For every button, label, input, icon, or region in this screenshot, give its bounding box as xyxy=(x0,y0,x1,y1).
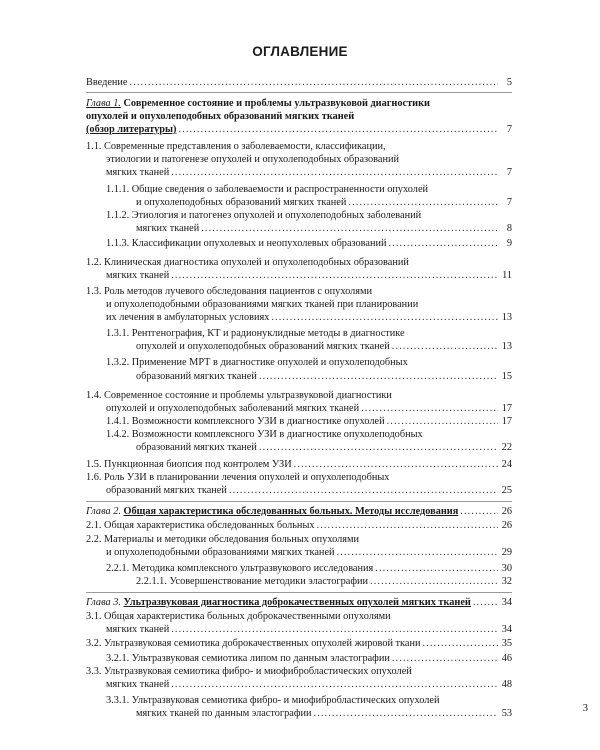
leader-dots xyxy=(361,402,498,416)
toc-entry-label: и опухолеподобными образованиями мягких тканей при планировании xyxy=(106,299,419,310)
toc-page-ref: 24 xyxy=(501,459,512,470)
toc-page-ref: 8 xyxy=(506,223,512,234)
chapter-prefix: Глава 3. xyxy=(86,597,121,608)
toc-entry-label: 1.4.2. Возможности комплексного УЗИ в диагностике опухолеподобных xyxy=(106,429,423,440)
toc-page-ref: 34 xyxy=(501,597,512,608)
toc-entry-label: 1.5. Пункционная биопсия под контролем УЗИ xyxy=(86,459,292,470)
leader-dots xyxy=(387,415,498,429)
leader-dots xyxy=(171,166,498,180)
toc-entry-label: 2.2. Материалы и методики обследования больных опухолями xyxy=(86,534,359,545)
toc-entry-label: мягких тканей xyxy=(106,624,170,635)
leader-dots xyxy=(259,370,498,384)
leader-dots xyxy=(314,707,498,721)
toc-entry-label: 3.2.1. Ультразвуковая семиотика липом по данным эластографии xyxy=(106,653,390,664)
toc-page-ref: 29 xyxy=(501,547,512,558)
toc-page-ref: 25 xyxy=(501,485,512,496)
toc-page-ref: 13 xyxy=(501,312,512,323)
toc-entry-label: этиологии и патогенезе опухолей и опухолеподобных образований xyxy=(106,154,400,165)
toc-page-ref: 32 xyxy=(501,576,512,587)
leader-dots xyxy=(370,575,498,589)
toc-page-ref: 34 xyxy=(501,624,512,635)
toc-entry-label: 2.2.1. Методика комплексного ультразвукового исследования xyxy=(106,563,374,574)
toc-page-ref: 26 xyxy=(501,520,512,531)
toc-entry-label: образований мягких тканей xyxy=(136,371,257,382)
leader-dots xyxy=(460,505,498,519)
toc-entry-label: 1.4.1. Возможности комплексного УЗИ в диагностике опухолей xyxy=(106,416,385,427)
leader-dots xyxy=(229,484,498,498)
toc-page-ref: 15 xyxy=(501,371,512,382)
leader-dots xyxy=(178,123,498,137)
toc-page-ref: 9 xyxy=(506,238,512,249)
toc-entry-label: мягких тканей по данным эластографии xyxy=(136,708,312,719)
toc-page-ref: 7 xyxy=(506,124,512,135)
toc-entry-label: 1.1. Современные представления о заболеваемости, классификации, xyxy=(86,141,386,152)
toc-page-ref: 17 xyxy=(501,416,512,427)
chapter-title-line: (обзор литературы) xyxy=(86,124,177,135)
leader-dots xyxy=(337,546,498,560)
toc-entry-label: 1.3. Роль методов лучевого обследования пациентов с опухолями xyxy=(86,286,372,297)
toc-entry-label: 3.3. Ультразвуковая семиотика фибро- и миофибробластических опухолей xyxy=(86,666,412,677)
toc-page-ref: 46 xyxy=(501,653,512,664)
leader-dots xyxy=(259,441,498,455)
toc-entry-label: 3.3.1. Ультразвуковая семиотика фибро- и миофибробластических опухолей xyxy=(106,695,440,706)
toc-page-ref: 11 xyxy=(502,270,512,281)
toc-page-ref: 53 xyxy=(501,708,512,719)
divider xyxy=(86,592,512,593)
toc-entry-label: 1.2. Клиническая диагностика опухолей и опухолеподобных образований xyxy=(86,257,409,268)
toc-page-ref: 35 xyxy=(501,638,512,649)
leader-dots xyxy=(171,269,498,283)
divider xyxy=(86,92,512,93)
toc-page-ref: 26 xyxy=(501,506,512,517)
toc-page-ref: 22 xyxy=(501,442,512,453)
divider xyxy=(86,501,512,502)
toc-entry-label: образований мягких тканей xyxy=(106,485,227,496)
toc-page-ref: 7 xyxy=(506,167,512,178)
toc-page-ref: 30 xyxy=(501,563,512,574)
chapter-title-line: Современное состояние и проблемы ультразвуковой диагностики xyxy=(123,98,430,109)
leader-dots xyxy=(271,311,498,325)
chapter-title-line: опухолей и опухолеподобных образований мягких тканей xyxy=(86,111,355,122)
leader-dots xyxy=(171,623,498,637)
leader-dots xyxy=(389,237,498,251)
leader-dots xyxy=(130,76,498,90)
toc-entry-label: и опухолеподобными образованиями мягких тканей xyxy=(106,547,335,558)
toc-entry-label: 3.2. Ультразвуковая семиотика доброкачественных опухолей жировой ткани xyxy=(86,638,421,649)
toc-page-ref: 48 xyxy=(501,679,512,690)
toc-entry-label: 1.1.1. Общие сведения о заболеваемости и распространенности опухолей xyxy=(106,184,429,195)
toc-page-ref: 17 xyxy=(501,403,512,414)
leader-dots xyxy=(473,596,498,610)
leader-dots xyxy=(375,562,498,576)
leader-dots xyxy=(392,652,498,666)
leader-dots xyxy=(392,340,498,354)
toc-entry-label: 1.3.1. Рентгенография, КТ и радионуклидные методы в диагностике xyxy=(106,328,405,339)
toc-page-ref: 5 xyxy=(506,77,512,88)
toc-page-ref: 7 xyxy=(506,197,512,208)
page-title: ОГЛАВЛЕНИЕ xyxy=(252,44,348,59)
chapter-prefix: Глава 2. xyxy=(86,506,121,517)
toc-entry-label: 1.4. Современное состояние и проблемы ультразвуковой диагностики xyxy=(86,390,392,401)
toc-entry-label: 1.1.2. Этиология и патогенез опухолей и опухолеподобных заболеваний xyxy=(106,210,422,221)
toc-entry-label: образований мягких тканей xyxy=(136,442,257,453)
toc-entry-label: их лечения в амбулаторных условиях xyxy=(106,312,270,323)
chapter-title: Общая характеристика обследованных больных. Методы исследования xyxy=(123,506,459,517)
toc-entry-label: мягких тканей xyxy=(136,223,200,234)
leader-dots xyxy=(294,458,498,472)
chapter-prefix: Глава 1. xyxy=(86,98,121,109)
leader-dots xyxy=(423,637,499,651)
leader-dots xyxy=(171,678,498,692)
toc-entry-label: Введение xyxy=(86,77,128,88)
toc-entry-label: 2.1. Общая характеристика обследованных больных xyxy=(86,520,315,531)
toc-entry-label: 1.1.3. Классификации опухолевых и неопухолевых образований xyxy=(106,238,387,249)
chapter-title: Ультразвуковая диагностика доброкачественных опухолей мягких тканей xyxy=(123,597,471,608)
toc-entry-label: опухолей и опухолеподобных образований мягких тканей xyxy=(136,341,390,352)
toc-entry-label: 1.3.2. Применение МРТ в диагностике опухолей и опухолеподобных xyxy=(106,357,408,368)
toc-entry-label: 2.2.1.1. Усовершенствование методики эластографии xyxy=(136,576,369,587)
leader-dots xyxy=(348,196,498,210)
toc-entry-label: опухолей и опухолеподобных заболеваний мягких тканей xyxy=(106,403,360,414)
page-number: 3 xyxy=(582,703,588,714)
toc-entry-label: мягких тканей xyxy=(106,270,170,281)
toc-entry-label: 1.6. Роль УЗИ в планировании лечения опухолей и опухолеподобных xyxy=(86,472,390,483)
toc-entry-label: мягких тканей xyxy=(106,679,170,690)
leader-dots xyxy=(317,519,498,533)
toc-entry-label: мягких тканей xyxy=(106,167,170,178)
leader-dots xyxy=(201,222,498,236)
toc-entry-label: 3.1. Общая характеристика больных доброкачественными опухолями xyxy=(86,611,391,622)
toc-page-ref: 13 xyxy=(501,341,512,352)
toc-entry-label: и опухолеподобных образований мягких тканей xyxy=(136,197,347,208)
